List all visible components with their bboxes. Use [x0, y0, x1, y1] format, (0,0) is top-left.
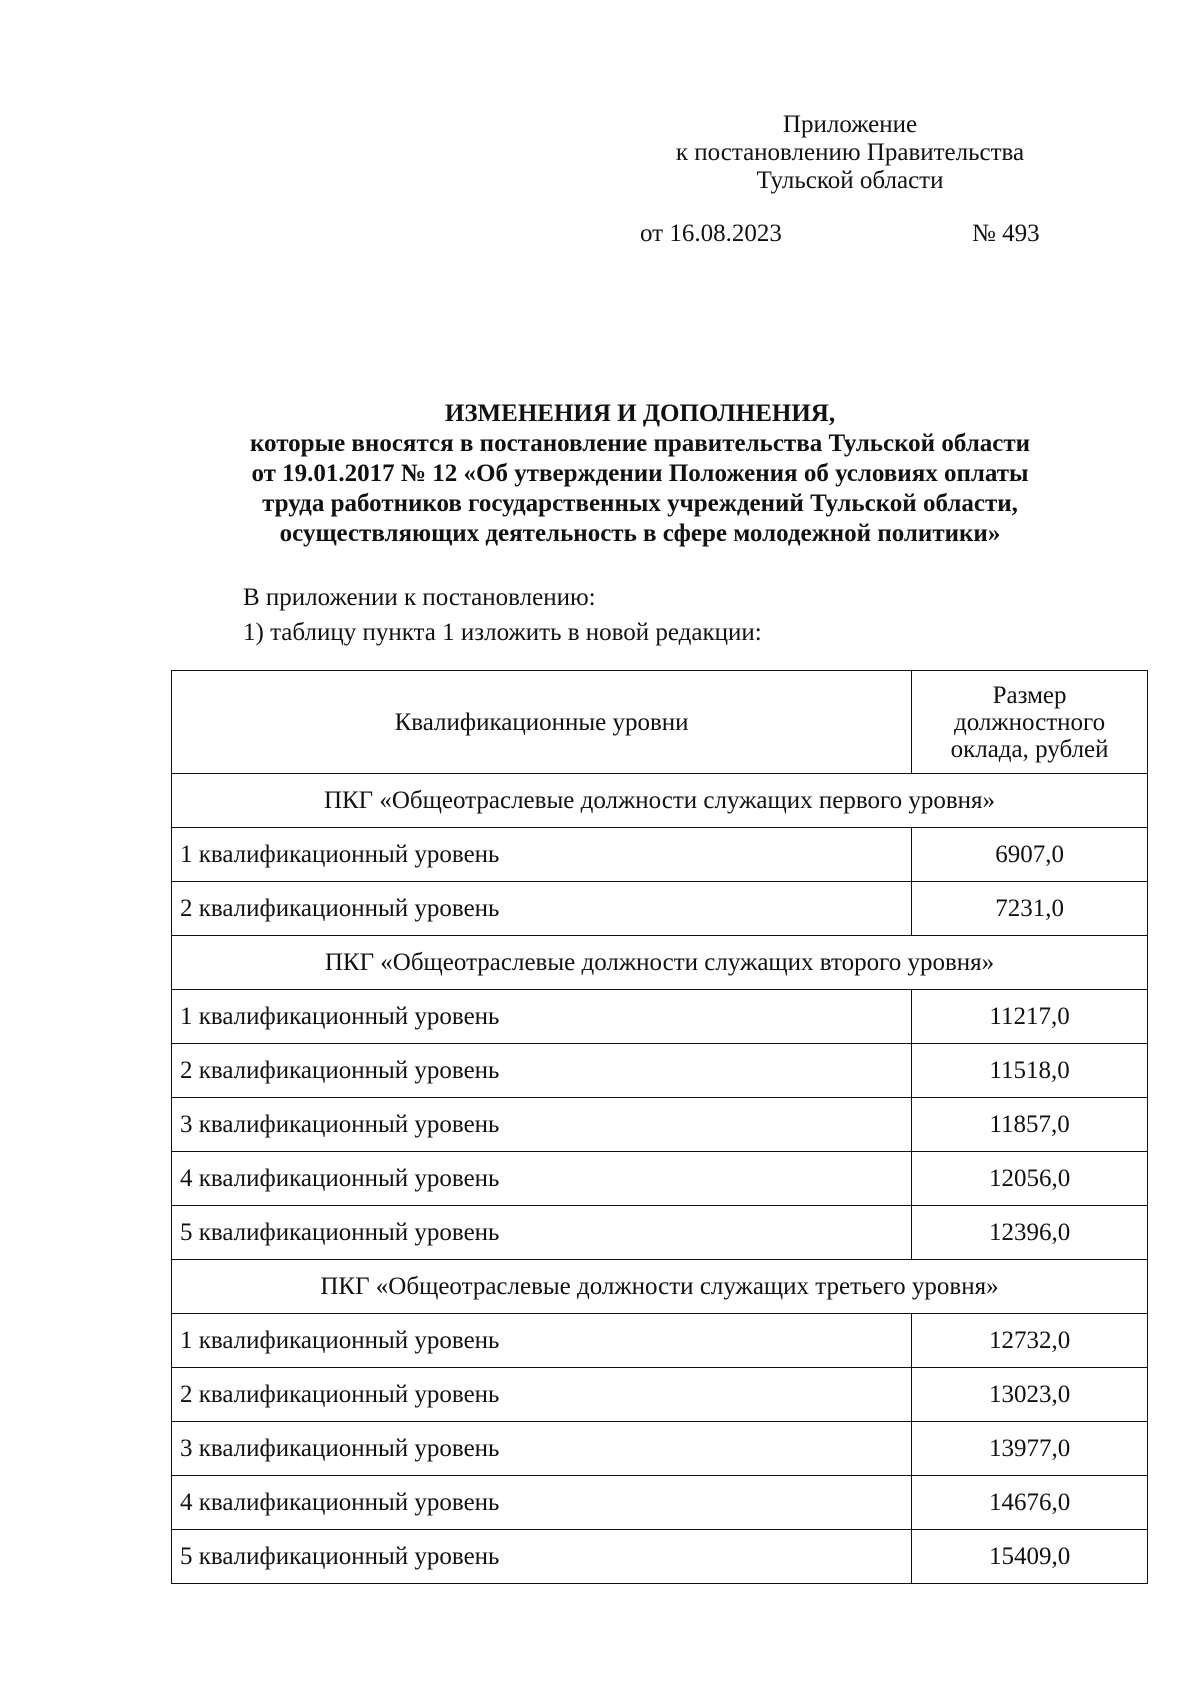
title-line: труда работников государственных учреждений Тульской области, — [262, 490, 1018, 517]
level-cell: 2 квалификационный уровень — [172, 882, 912, 936]
header-level: Квалификационные уровни — [172, 671, 912, 774]
group-row — [172, 774, 1148, 828]
level-cell: 1 квалификационный уровень — [172, 1314, 912, 1368]
amount-cell: 6907,0 — [912, 828, 1148, 882]
amount-cell: 13023,0 — [912, 1368, 1148, 1422]
table-body — [172, 774, 1148, 1584]
amount-cell: 12732,0 — [912, 1314, 1148, 1368]
amount-cell: 13977,0 — [912, 1422, 1148, 1476]
level-cell: 5 квалификационный уровень — [172, 1206, 912, 1260]
level-cell: 2 квалификационный уровень — [172, 1368, 912, 1422]
table-row — [172, 1098, 1148, 1152]
level-cell: 4 квалификационный уровень — [172, 1476, 912, 1530]
group-title: ПКГ «Общеотраслевые должности служащих первого уровня» — [172, 774, 1148, 828]
salary-table — [171, 670, 1148, 1584]
table-row — [172, 1476, 1148, 1530]
level-cell: 5 квалификационный уровень — [172, 1530, 912, 1584]
table-row — [172, 1152, 1148, 1206]
table-header-row — [172, 671, 1148, 774]
header-amount-line: Размер — [992, 681, 1067, 709]
group-row — [172, 1260, 1148, 1314]
amount-cell: 12056,0 — [912, 1152, 1148, 1206]
table-row — [172, 1044, 1148, 1098]
title-line: которые вносятся в постановление правительства Тульской области — [249, 430, 1031, 457]
group-title: ПКГ «Общеотраслевые должности служащих второго уровня» — [172, 936, 1148, 990]
amount-cell: 14676,0 — [912, 1476, 1148, 1530]
header-amount — [912, 671, 1148, 774]
table-row — [172, 990, 1148, 1044]
document-date: от 16.08.2023 — [640, 220, 782, 247]
level-cell: 1 квалификационный уровень — [172, 828, 912, 882]
document-title — [170, 399, 1110, 549]
table-row — [172, 882, 1148, 936]
amount-cell: 12396,0 — [912, 1206, 1148, 1260]
header-amount-line: должностного — [953, 708, 1106, 736]
title-line: от 19.01.2017 № 12 «Об утверждении Положения об условиях оплаты — [251, 460, 1029, 487]
table-row — [172, 1368, 1148, 1422]
table-row — [172, 1422, 1148, 1476]
level-cell: 2 квалификационный уровень — [172, 1044, 912, 1098]
table-row — [172, 828, 1148, 882]
intro-text: В приложении к постановлению: — [243, 584, 596, 611]
group-row — [172, 936, 1148, 990]
table-row — [172, 1314, 1148, 1368]
table-row — [172, 1530, 1148, 1584]
group-title: ПКГ «Общеотраслевые должности служащих третьего уровня» — [172, 1260, 1148, 1314]
amount-cell: 11518,0 — [912, 1044, 1148, 1098]
level-cell: 3 квалификационный уровень — [172, 1098, 912, 1152]
title-line: ИЗМЕНЕНИЯ И ДОПОЛНЕНИЯ, — [444, 400, 836, 427]
level-cell: 1 квалификационный уровень — [172, 990, 912, 1044]
table-row — [172, 1206, 1148, 1260]
intro-instruction: 1) таблицу пункта 1 изложить в новой редакции: — [243, 619, 762, 646]
level-cell: 3 квалификационный уровень — [172, 1422, 912, 1476]
amount-cell: 11857,0 — [912, 1098, 1148, 1152]
appendix-reference: к постановлению Правительства — [675, 139, 1025, 166]
amount-cell: 15409,0 — [912, 1530, 1148, 1584]
amount-cell: 11217,0 — [912, 990, 1148, 1044]
appendix-region: Тульской области — [756, 167, 944, 194]
appendix-label: Приложение — [782, 111, 918, 138]
document-number: № 493 — [972, 220, 1040, 247]
title-line: осуществляющих деятельность в сфере молодежной политики» — [279, 520, 1001, 547]
appendix-block — [650, 111, 1050, 195]
amount-cell: 7231,0 — [912, 882, 1148, 936]
level-cell: 4 квалификационный уровень — [172, 1152, 912, 1206]
header-amount-line: оклада, рублей — [950, 735, 1109, 763]
